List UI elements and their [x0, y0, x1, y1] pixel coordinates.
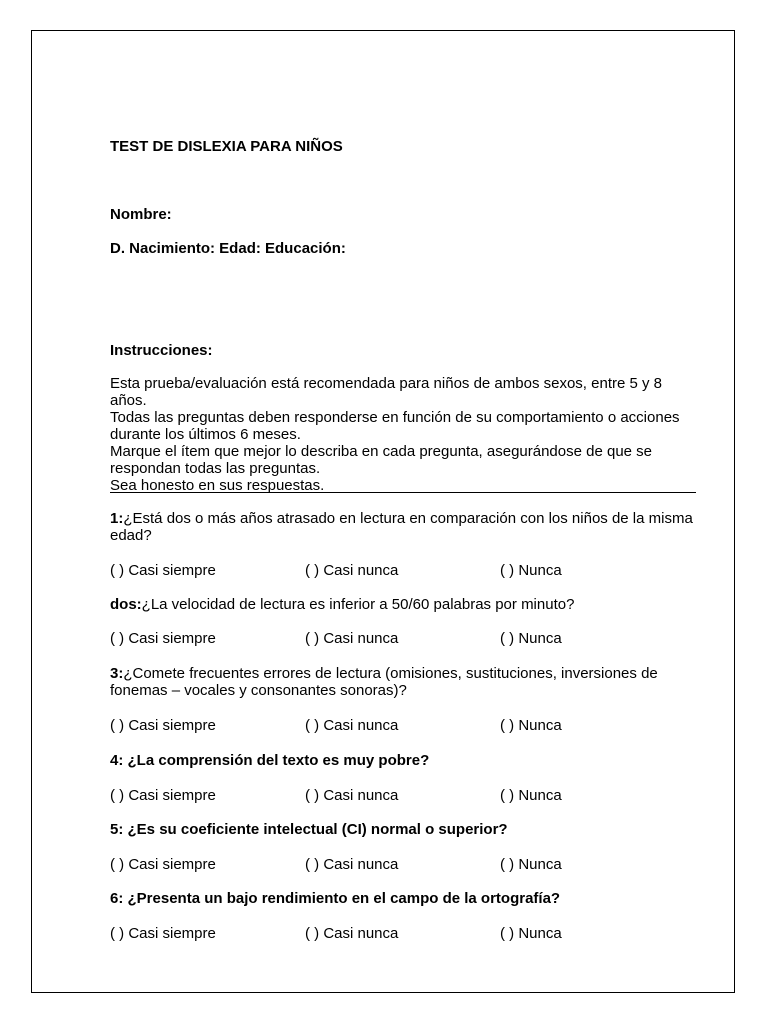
- option-casi-nunca[interactable]: ( ) Casi nunca: [305, 856, 399, 873]
- instruction-line: Marque el ítem que mejor lo describa en cada pregunta, asegurándose de que se respondan todas las preguntas.: [110, 443, 653, 477]
- options-row-6: [110, 925, 696, 942]
- question-number: 3:: [110, 665, 124, 682]
- question-3: [110, 665, 696, 699]
- question-number: 1:: [110, 510, 124, 527]
- option-casi-siempre[interactable]: ( ) Casi siempre: [110, 562, 216, 579]
- field-nombre: Nombre:: [110, 206, 172, 223]
- divider-line: [110, 492, 696, 493]
- options-row-5: [110, 856, 696, 873]
- option-casi-siempre[interactable]: ( ) Casi siempre: [110, 856, 216, 873]
- option-nunca[interactable]: ( ) Nunca: [500, 856, 562, 873]
- options-row-1: [110, 562, 696, 579]
- instruction-line: Todas las preguntas deben responderse en función de su comportamiento o acciones durante los últimos 6 meses.: [110, 409, 680, 443]
- question-number: 4:: [110, 752, 124, 769]
- document-page: [31, 30, 735, 993]
- question-5: [110, 821, 696, 838]
- option-nunca[interactable]: ( ) Nunca: [500, 787, 562, 804]
- field-nacimiento: D. Nacimiento: Edad: Educación:: [110, 240, 346, 257]
- option-casi-siempre[interactable]: ( ) Casi siempre: [110, 630, 216, 647]
- option-casi-nunca[interactable]: ( ) Casi nunca: [305, 562, 399, 579]
- option-casi-siempre[interactable]: ( ) Casi siempre: [110, 787, 216, 804]
- option-casi-siempre[interactable]: ( ) Casi siempre: [110, 717, 216, 734]
- option-nunca[interactable]: ( ) Nunca: [500, 925, 562, 942]
- page-title: TEST DE DISLEXIA PARA NIÑOS: [110, 138, 343, 155]
- question-text: ¿La comprensión del texto es muy pobre?: [123, 752, 430, 769]
- question-text: ¿Comete frecuentes errores de lectura (omisiones, sustituciones, inversiones de fonemas – vocales y consonantes sonoras)?: [110, 665, 658, 699]
- question-4: [110, 752, 696, 769]
- instructions-heading: Instrucciones:: [110, 342, 213, 359]
- options-row-2: [110, 630, 696, 647]
- option-casi-nunca[interactable]: ( ) Casi nunca: [305, 925, 399, 942]
- option-casi-siempre[interactable]: ( ) Casi siempre: [110, 925, 216, 942]
- question-number: 5:: [110, 821, 124, 838]
- option-nunca[interactable]: ( ) Nunca: [500, 562, 562, 579]
- option-casi-nunca[interactable]: ( ) Casi nunca: [305, 787, 399, 804]
- instructions-body: [110, 375, 696, 494]
- options-row-4: [110, 787, 696, 804]
- option-casi-nunca[interactable]: ( ) Casi nunca: [305, 717, 399, 734]
- instruction-line: Esta prueba/evaluación está recomendada para niños de ambos sexos, entre 5 y 8 años.: [110, 375, 663, 409]
- question-number: dos:: [110, 596, 142, 613]
- instruction-line: Sea honesto en sus respuestas.: [110, 477, 325, 494]
- question-1: [110, 510, 696, 544]
- options-row-3: [110, 717, 696, 734]
- option-nunca[interactable]: ( ) Nunca: [500, 630, 562, 647]
- option-casi-nunca[interactable]: ( ) Casi nunca: [305, 630, 399, 647]
- question-text: ¿Está dos o más años atrasado en lectura en comparación con los niños de la misma edad?: [110, 510, 693, 544]
- question-text: ¿Presenta un bajo rendimiento en el campo de la ortografía?: [123, 890, 561, 907]
- question-number: 6:: [110, 890, 124, 907]
- question-6: [110, 890, 696, 907]
- question-text: ¿La velocidad de lectura es inferior a 50/60 palabras por minuto?: [141, 596, 575, 613]
- question-text: ¿Es su coeficiente intelectual (CI) normal o superior?: [123, 821, 508, 838]
- question-2: [110, 596, 696, 613]
- option-nunca[interactable]: ( ) Nunca: [500, 717, 562, 734]
